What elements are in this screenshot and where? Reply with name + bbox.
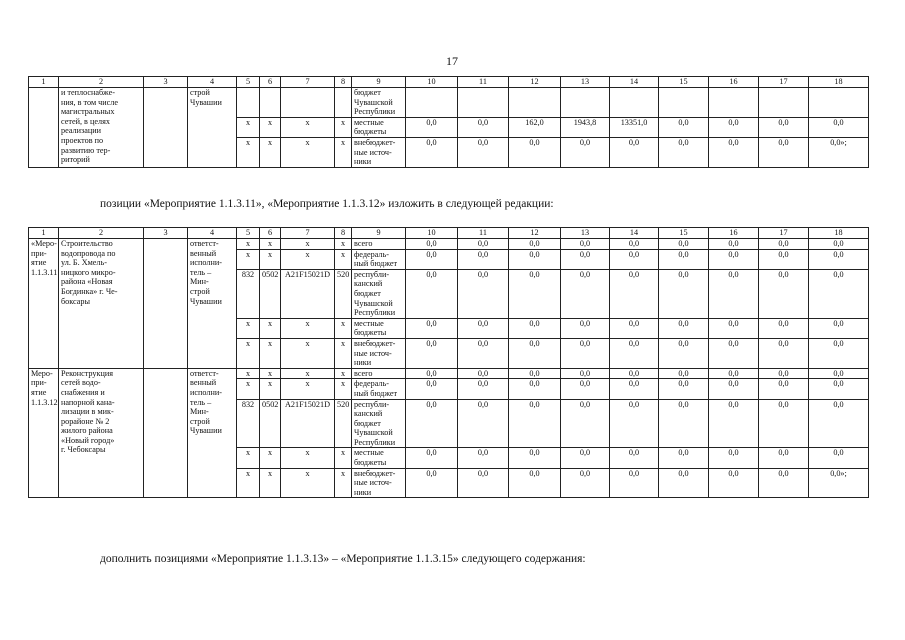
amount-value: 0,0 (809, 318, 869, 338)
table-measures-11-12 (28, 227, 869, 498)
column-number-row (29, 77, 869, 88)
budget-code: 832 (237, 269, 260, 318)
budget-code: x (237, 448, 260, 468)
amount-value: 0,0 (458, 249, 509, 269)
budget-code: x (260, 117, 281, 137)
amount-value: 0,0 (659, 318, 709, 338)
funding-source: всего (352, 239, 406, 250)
amount-value (759, 88, 809, 118)
amount-value: 13351,0 (610, 117, 659, 137)
funding-source: местные бюджеты (352, 448, 406, 468)
amount-value: 0,0 (406, 269, 458, 318)
table-row (29, 368, 869, 379)
budget-code: x (335, 318, 352, 338)
amount-value: 0,0 (709, 269, 759, 318)
amount-value: 0,0 (709, 399, 759, 448)
budget-code: x (260, 318, 281, 338)
funding-source: местные бюджеты (352, 117, 406, 137)
amount-value: 0,0 (709, 318, 759, 338)
column-number: 2 (59, 228, 144, 239)
budget-code: x (335, 137, 352, 167)
budget-code: x (335, 379, 352, 399)
funding-source: бюджет Чувашской Республики (352, 88, 406, 118)
funding-source: республи- канский бюджет Чувашской Республики (352, 399, 406, 448)
measure-id: Меро- при- ятие 1.1.3.12 (29, 368, 59, 498)
measure-name: Реконструкция сетей водо- снабжения и напорной кана- лизации в мик- рорайоне № 2 жилого района «Новый город» г. Чебоксары (59, 368, 144, 498)
amount-value: 0,0 (458, 368, 509, 379)
table-row (29, 239, 869, 250)
budget-code: x (260, 338, 281, 368)
funding-source: федераль- ный бюджет (352, 249, 406, 269)
amount-value: 0,0 (709, 239, 759, 250)
budget-code: x (281, 318, 335, 338)
amount-value: 0,0 (509, 379, 561, 399)
budget-code: x (335, 468, 352, 498)
column-number: 4 (188, 228, 237, 239)
amount-value: 0,0 (809, 379, 869, 399)
amount-value: 0,0 (561, 269, 610, 318)
amount-value: 0,0 (561, 379, 610, 399)
amount-value: 0,0 (809, 239, 869, 250)
column-number: 17 (759, 77, 809, 88)
budget-code: 520 (335, 269, 352, 318)
amount-value: 0,0 (509, 338, 561, 368)
responsible-executor: строй Чувашии (188, 88, 237, 168)
amount-value: 0,0 (458, 468, 509, 498)
column-number: 17 (759, 228, 809, 239)
budget-code: A21F15021D (281, 399, 335, 448)
column-number: 14 (610, 228, 659, 239)
amount-value: 0,0 (809, 448, 869, 468)
budget-code: x (281, 379, 335, 399)
column-number: 10 (406, 77, 458, 88)
budget-code: x (335, 239, 352, 250)
amount-value: 0,0»; (809, 468, 869, 498)
amount-value (809, 88, 869, 118)
amount-value: 0,0 (659, 379, 709, 399)
budget-code: x (281, 117, 335, 137)
amount-value: 0,0 (406, 249, 458, 269)
amount-value: 0,0 (659, 368, 709, 379)
empty-cell (144, 368, 188, 498)
budget-code: x (281, 137, 335, 167)
budget-code: 832 (237, 399, 260, 448)
amount-value: 0,0 (709, 117, 759, 137)
amount-value: 0,0 (709, 137, 759, 167)
amount-value: 0,0 (709, 448, 759, 468)
amount-value: 0,0 (509, 269, 561, 318)
amount-value: 0,0 (659, 117, 709, 137)
amount-value: 162,0 (509, 117, 561, 137)
amount-value (610, 88, 659, 118)
responsible-executor: ответст- венный исполни- тель – Мин- строй Чувашии (188, 368, 237, 498)
column-number: 15 (659, 228, 709, 239)
funding-source: федераль- ный бюджет (352, 379, 406, 399)
column-number: 5 (237, 77, 260, 88)
amount-value: 0,0 (759, 137, 809, 167)
amount-value: 0,0 (561, 318, 610, 338)
amount-value: 0,0 (809, 399, 869, 448)
funding-source: внебюджет- ные источ- ники (352, 338, 406, 368)
amount-value: 0,0 (406, 117, 458, 137)
budget-code: x (335, 448, 352, 468)
amount-value: 0,0 (759, 318, 809, 338)
budget-code: x (260, 249, 281, 269)
amount-value: 0,0 (406, 318, 458, 338)
amount-value: 0,0 (610, 269, 659, 318)
amount-value: 0,0 (458, 269, 509, 318)
amount-value: 0,0 (509, 318, 561, 338)
amount-value: 0,0 (561, 338, 610, 368)
column-number: 6 (260, 77, 281, 88)
amount-value: 0,0 (561, 137, 610, 167)
amount-value (458, 88, 509, 118)
budget-code: x (281, 368, 335, 379)
budget-code: x (281, 239, 335, 250)
amount-value: 0,0 (659, 468, 709, 498)
amount-value: 0,0 (509, 249, 561, 269)
amount-value: 0,0 (659, 338, 709, 368)
column-number: 1 (29, 77, 59, 88)
amount-value: 0,0 (561, 399, 610, 448)
column-number: 11 (458, 77, 509, 88)
column-number: 10 (406, 228, 458, 239)
amount-value: 0,0 (659, 269, 709, 318)
amount-value: 0,0 (610, 318, 659, 338)
amount-value: 0,0 (561, 448, 610, 468)
column-number: 2 (59, 77, 144, 88)
column-number: 8 (335, 228, 352, 239)
amount-value: 0,0 (709, 379, 759, 399)
budget-code: x (281, 468, 335, 498)
amount-value: 0,0 (759, 379, 809, 399)
amount-value: 0,0 (458, 338, 509, 368)
amount-value: 0,0 (659, 137, 709, 167)
amount-value: 0,0 (406, 239, 458, 250)
responsible-executor: ответст- венный исполни- тель – Мин- строй Чувашии (188, 239, 237, 369)
column-number: 13 (561, 228, 610, 239)
amount-value: 0,0 (610, 368, 659, 379)
budget-code: x (335, 117, 352, 137)
column-number: 8 (335, 77, 352, 88)
amount-value: 0,0 (809, 368, 869, 379)
column-number: 6 (260, 228, 281, 239)
column-number: 3 (144, 77, 188, 88)
amount-value: 0,0 (509, 239, 561, 250)
amount-value: 0,0 (509, 448, 561, 468)
amount-value: 0,0 (458, 318, 509, 338)
amount-value: 0,0 (759, 368, 809, 379)
amount-value: 0,0 (458, 137, 509, 167)
amount-value: 0,0 (759, 448, 809, 468)
budget-code (260, 88, 281, 118)
column-number: 4 (188, 77, 237, 88)
amount-value: 0,0 (406, 137, 458, 167)
budget-code: 0502 (260, 269, 281, 318)
column-number: 14 (610, 77, 659, 88)
budget-code: x (237, 239, 260, 250)
amount-value: 0,0 (610, 137, 659, 167)
amount-value: 0,0 (406, 448, 458, 468)
amount-value: 0,0 (610, 399, 659, 448)
amount-value: 0,0 (561, 368, 610, 379)
funding-source: внебюджет- ные источ- ники (352, 468, 406, 498)
budget-code: x (237, 318, 260, 338)
amount-value: 0,0 (458, 379, 509, 399)
funding-source: всего (352, 368, 406, 379)
funding-source: местные бюджеты (352, 318, 406, 338)
column-number: 3 (144, 228, 188, 239)
amount-value (561, 88, 610, 118)
amount-value: 0,0 (509, 468, 561, 498)
amount-value: 0,0 (458, 448, 509, 468)
budget-code: x (281, 338, 335, 368)
measure-name: Строительство водопровода по ул. Б. Хмель- ницкого микро- района «Новая Богдинка» г. Че- боксары (59, 239, 144, 369)
budget-code: x (237, 249, 260, 269)
budget-code: 0502 (260, 399, 281, 448)
budget-code: x (260, 468, 281, 498)
budget-code: x (237, 368, 260, 379)
column-number: 15 (659, 77, 709, 88)
amount-value: 0,0 (709, 368, 759, 379)
measure-id: «Меро- при- ятие 1.1.3.11 (29, 239, 59, 369)
budget-code: x (260, 239, 281, 250)
amount-value: 0,0 (659, 448, 709, 468)
amount-value: 0,0 (406, 468, 458, 498)
page-number: 17 (446, 54, 458, 68)
amount-value: 0,0 (406, 338, 458, 368)
amount-value: 0,0 (809, 249, 869, 269)
column-number: 7 (281, 228, 335, 239)
budget-code (281, 88, 335, 118)
amount-value: 0,0 (659, 399, 709, 448)
amount-value: 0,0 (709, 468, 759, 498)
budget-code: x (260, 448, 281, 468)
budget-code: x (237, 338, 260, 368)
amount-value: 0,0 (610, 249, 659, 269)
paragraph-add: дополнить позициями «Мероприятие 1.1.3.13» – «Мероприятие 1.1.3.15» следующего содержания: (100, 553, 586, 565)
column-number: 16 (709, 228, 759, 239)
empty-cell (144, 239, 188, 369)
column-number: 7 (281, 77, 335, 88)
budget-code: x (260, 137, 281, 167)
budget-code (335, 88, 352, 118)
column-number-row (29, 228, 869, 239)
amount-value (406, 88, 458, 118)
budget-code: 520 (335, 399, 352, 448)
id-cell (29, 88, 59, 168)
column-number: 13 (561, 77, 610, 88)
amount-value (659, 88, 709, 118)
column-number: 11 (458, 228, 509, 239)
column-number: 1 (29, 228, 59, 239)
amount-value: 0,0 (759, 399, 809, 448)
column-number: 9 (352, 228, 406, 239)
budget-code: x (260, 379, 281, 399)
amount-value: 0,0»; (809, 137, 869, 167)
budget-code: x (237, 137, 260, 167)
table-row (29, 88, 869, 118)
budget-code: x (335, 368, 352, 379)
budget-code: x (281, 448, 335, 468)
column-number: 9 (352, 77, 406, 88)
amount-value: 0,0 (406, 368, 458, 379)
paragraph-replace: позиции «Мероприятие 1.1.3.11», «Мероприятие 1.1.3.12» изложить в следующей редакции: (100, 198, 554, 210)
budget-code: x (237, 468, 260, 498)
amount-value: 0,0 (759, 117, 809, 137)
amount-value: 0,0 (759, 468, 809, 498)
amount-value: 0,0 (561, 468, 610, 498)
budget-code: x (335, 338, 352, 368)
amount-value: 0,0 (759, 249, 809, 269)
budget-code: x (260, 368, 281, 379)
amount-value: 0,0 (561, 239, 610, 250)
column-number: 12 (509, 77, 561, 88)
funding-source: республи- канский бюджет Чувашской Республики (352, 269, 406, 318)
measure-name: и теплоснабже- ния, в том числе магистральных сетей, в целях реализации проектов по развитию тер- риторий (59, 88, 144, 168)
amount-value: 0,0 (809, 269, 869, 318)
column-number: 12 (509, 228, 561, 239)
budget-code (237, 88, 260, 118)
amount-value: 0,0 (458, 399, 509, 448)
amount-value: 0,0 (759, 239, 809, 250)
amount-value (709, 88, 759, 118)
budget-code: x (281, 249, 335, 269)
amount-value: 0,0 (659, 239, 709, 250)
column-number: 16 (709, 77, 759, 88)
amount-value: 0,0 (610, 338, 659, 368)
amount-value: 0,0 (509, 368, 561, 379)
column-number: 18 (809, 228, 869, 239)
amount-value (509, 88, 561, 118)
amount-value: 0,0 (610, 379, 659, 399)
empty-cell (144, 88, 188, 168)
budget-code: x (335, 249, 352, 269)
amount-value: 0,0 (709, 249, 759, 269)
amount-value: 0,0 (509, 137, 561, 167)
budget-code: x (237, 379, 260, 399)
amount-value: 0,0 (406, 399, 458, 448)
budget-code: A21F15021D (281, 269, 335, 318)
amount-value: 0,0 (406, 379, 458, 399)
amount-value: 0,0 (610, 448, 659, 468)
amount-value: 1943,8 (561, 117, 610, 137)
amount-value: 0,0 (458, 239, 509, 250)
budget-code: x (237, 117, 260, 137)
amount-value: 0,0 (659, 249, 709, 269)
amount-value: 0,0 (809, 117, 869, 137)
amount-value: 0,0 (809, 338, 869, 368)
column-number: 5 (237, 228, 260, 239)
funding-source: внебюджет- ные источ- ники (352, 137, 406, 167)
amount-value: 0,0 (610, 239, 659, 250)
amount-value: 0,0 (509, 399, 561, 448)
table-continuation (28, 76, 869, 168)
column-number: 18 (809, 77, 869, 88)
amount-value: 0,0 (709, 338, 759, 368)
amount-value: 0,0 (610, 468, 659, 498)
amount-value: 0,0 (759, 269, 809, 318)
amount-value: 0,0 (458, 117, 509, 137)
amount-value: 0,0 (759, 338, 809, 368)
amount-value: 0,0 (561, 249, 610, 269)
